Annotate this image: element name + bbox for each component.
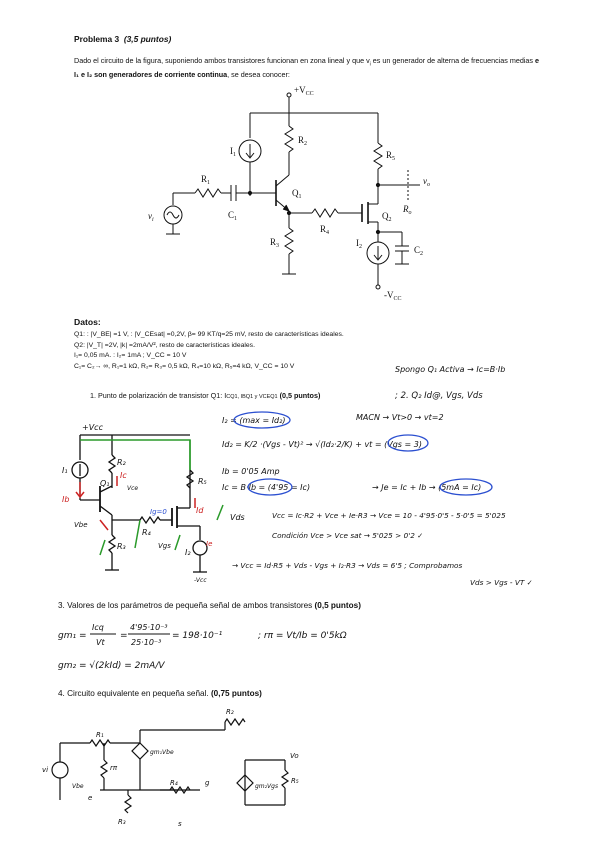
svg-text:g: g <box>205 779 210 787</box>
svg-text:R₅: R₅ <box>291 777 299 785</box>
svg-text:+VCC: $+V_{CC}$ <box>294 85 314 97</box>
q2-note: ; 2. Q₂ Id@, Vgs, Vds <box>395 391 483 401</box>
svg-text:I1: $I_1$ <box>230 146 236 158</box>
svg-text:vo: $v_o$ <box>423 176 430 188</box>
rpi-equation: ; rπ = Vt/Ib = 0'5kΩ <box>258 631 347 641</box>
svg-text:Q₁: Q₁ <box>100 479 110 488</box>
ss-r2 <box>225 719 245 725</box>
eq-je: → Je = Ic + Ib → (5mA = Ic) <box>372 483 482 492</box>
eq-macn: MACN → Vt>0 → vt=2 <box>356 413 444 422</box>
svg-text:Q1: $Q_1$ <box>292 188 302 200</box>
svg-text:I₂: I₂ <box>185 548 191 557</box>
svg-text:R4: $R_4$ <box>320 224 330 236</box>
svg-text:Vds: Vds <box>230 513 245 522</box>
datos-line-q1: Q1: : |V_BE| =1 V, : |V_CEsat| =0,2V, β= 99 KT/q=25 mV, resto de características ideales. <box>74 331 344 338</box>
svg-text:I₁: I₁ <box>62 466 68 475</box>
svg-text:Vo: Vo <box>290 752 299 760</box>
svg-text:Icq: Icq <box>92 623 104 632</box>
svg-text:Vt: Vt <box>96 638 105 647</box>
svg-text:-Vcc: -Vcc <box>194 577 207 584</box>
problem-statement: Dado el circuito de la figura, suponiendo ambos transistores funcionan en zona lineal y que $v_i$ es un generador de alterna de frecuencias medias e I₁ e I₂ son generadores de corriente continua, se desea conocer: <box>74 56 540 79</box>
eq-check: Vds > Vgs - VT ✓ <box>470 578 533 587</box>
svg-text:Ig=0: Ig=0 <box>150 508 167 516</box>
svg-text:Id: Id <box>196 506 204 515</box>
svg-text:R₂: R₂ <box>117 458 126 467</box>
problem-number: Problema 3 <box>74 34 120 44</box>
svg-text:C2: $C_2$ <box>414 245 424 257</box>
svg-text:R₁: R₁ <box>96 731 104 739</box>
svg-text:Vbe: Vbe <box>72 783 84 790</box>
datos-line-components: C₁= C₂→ ∞, R₁=1 kΩ, R₂= R₃= 0,5 kΩ, R₄=10 kΩ, R₅=4 kΩ, V_CC = 10 V <box>74 362 295 370</box>
svg-text:4'95·10⁻³: 4'95·10⁻³ <box>130 623 168 632</box>
margin-note: Spongo Q₁ Activa → Ic=B·Ib <box>395 365 506 374</box>
svg-text:R1: $R_1$ <box>201 174 211 186</box>
sketch-ic: Ic <box>120 471 127 480</box>
svg-text:R₅: R₅ <box>198 477 207 486</box>
ss-gm1-source <box>132 743 148 759</box>
ss-r5 <box>282 770 288 788</box>
svg-text:R₄: R₄ <box>170 779 178 787</box>
svg-text:25·10⁻³: 25·10⁻³ <box>131 638 162 647</box>
svg-text:s: s <box>178 820 182 828</box>
svg-text:gm₂Vgs: gm₂Vgs <box>255 783 279 790</box>
datos-heading: Datos: <box>74 317 101 327</box>
eq-cond: Condición Vce > Vce sat → 5'025 > 0'2 ✓ <box>272 531 424 540</box>
svg-text:Q2: $Q_2$ <box>382 211 392 223</box>
ss-r1 <box>90 740 110 746</box>
svg-text:vi: $v_i$ <box>148 211 154 223</box>
datos-line-currents: I₁= 0,05 mA. : I₂= 1mA ; V_CC = 10 V <box>74 352 187 360</box>
svg-text:C1: $C_1$ <box>228 210 238 222</box>
svg-text:vi: vi <box>42 766 49 774</box>
svg-text:Vgs: Vgs <box>158 542 171 550</box>
gm1-result: = 198·10⁻¹ <box>172 631 223 641</box>
sketch-r2 <box>109 455 115 473</box>
sketch-r3 <box>109 535 115 553</box>
eq-ib: Ib = 0'05 Amp <box>222 467 280 476</box>
eq-id2: Id₂ = K/2 ·(Vgs - Vt)² → √(Id₂·2/K) + vt = (Vgs = 3) <box>222 440 422 449</box>
svg-text:-VCC: $-V_{CC}$ <box>384 290 402 302</box>
svg-text:R₃: R₃ <box>118 818 126 826</box>
eq-i2: I₂ = (max = Id₂) <box>222 416 286 425</box>
svg-text:R3: $R_3$ <box>270 237 280 249</box>
svg-text:I2: $I_2$ <box>356 238 362 250</box>
ss-vi-source <box>52 762 68 778</box>
question-1: 1. Punto de polarización de transistor Q1: ICQ1, IBQ1 y VCEQ1 (0,5 puntos) <box>90 391 321 400</box>
sketch-ib: Ib <box>62 495 70 504</box>
datos-line-q2: Q2: |V_T| =2V, |k| =2mA/V², resto de características ideales. <box>74 341 255 349</box>
svg-text:R5: $R_5$ <box>386 150 396 162</box>
svg-text:=: = <box>120 631 128 641</box>
svg-text:+Vcc: +Vcc <box>82 423 103 432</box>
svg-text:R2: $R_2$ <box>298 135 308 147</box>
svg-text:rπ: rπ <box>110 764 118 772</box>
svg-text:Vce: Vce <box>127 485 139 492</box>
sketch-i2-source <box>193 541 207 555</box>
green-loops <box>80 440 223 555</box>
eq-vcc1: Vcc = Ic·R2 + Vce + Ie·R3 → Vce = 10 - 4'95·0'5 - 5·0'5 = 5'025 <box>272 511 506 520</box>
svg-text:Vbe: Vbe <box>74 521 88 529</box>
svg-text:R₄: R₄ <box>142 528 151 537</box>
question-3: 3. Valores de los parámetros de pequeña señal de ambos transistores (0,5 puntos) <box>58 601 361 610</box>
eq-ic: Ic = B·Ib = (4'95 = Ic) <box>222 483 311 492</box>
svg-text:R₃: R₃ <box>117 542 126 551</box>
gm2-equation: gm₂ = √(2kId) = 2mA/V <box>58 661 165 671</box>
eq-vcc2: → Vcc = Id·R5 + Vds - Vgs + I₂·R3 → Vds = 6'5 ; Comprobamos <box>232 561 463 570</box>
svg-text:gm₁Vbe: gm₁Vbe <box>150 749 174 756</box>
gm1-label: gm₁ = <box>58 631 87 641</box>
svg-text:R₂: R₂ <box>226 708 234 716</box>
problem-points: (3,5 puntos) <box>123 34 172 44</box>
svg-text:Ie: Ie <box>206 540 213 548</box>
svg-text:Ro: $R_o$ <box>403 204 412 216</box>
sketch-r4 <box>140 517 160 523</box>
ss-r3 <box>125 795 131 813</box>
ss-rpi <box>101 760 107 778</box>
svg-text:e: e <box>88 794 93 802</box>
question-4: 4. Circuito equivalente en pequeña señal. (0,75 puntos) <box>58 689 262 698</box>
